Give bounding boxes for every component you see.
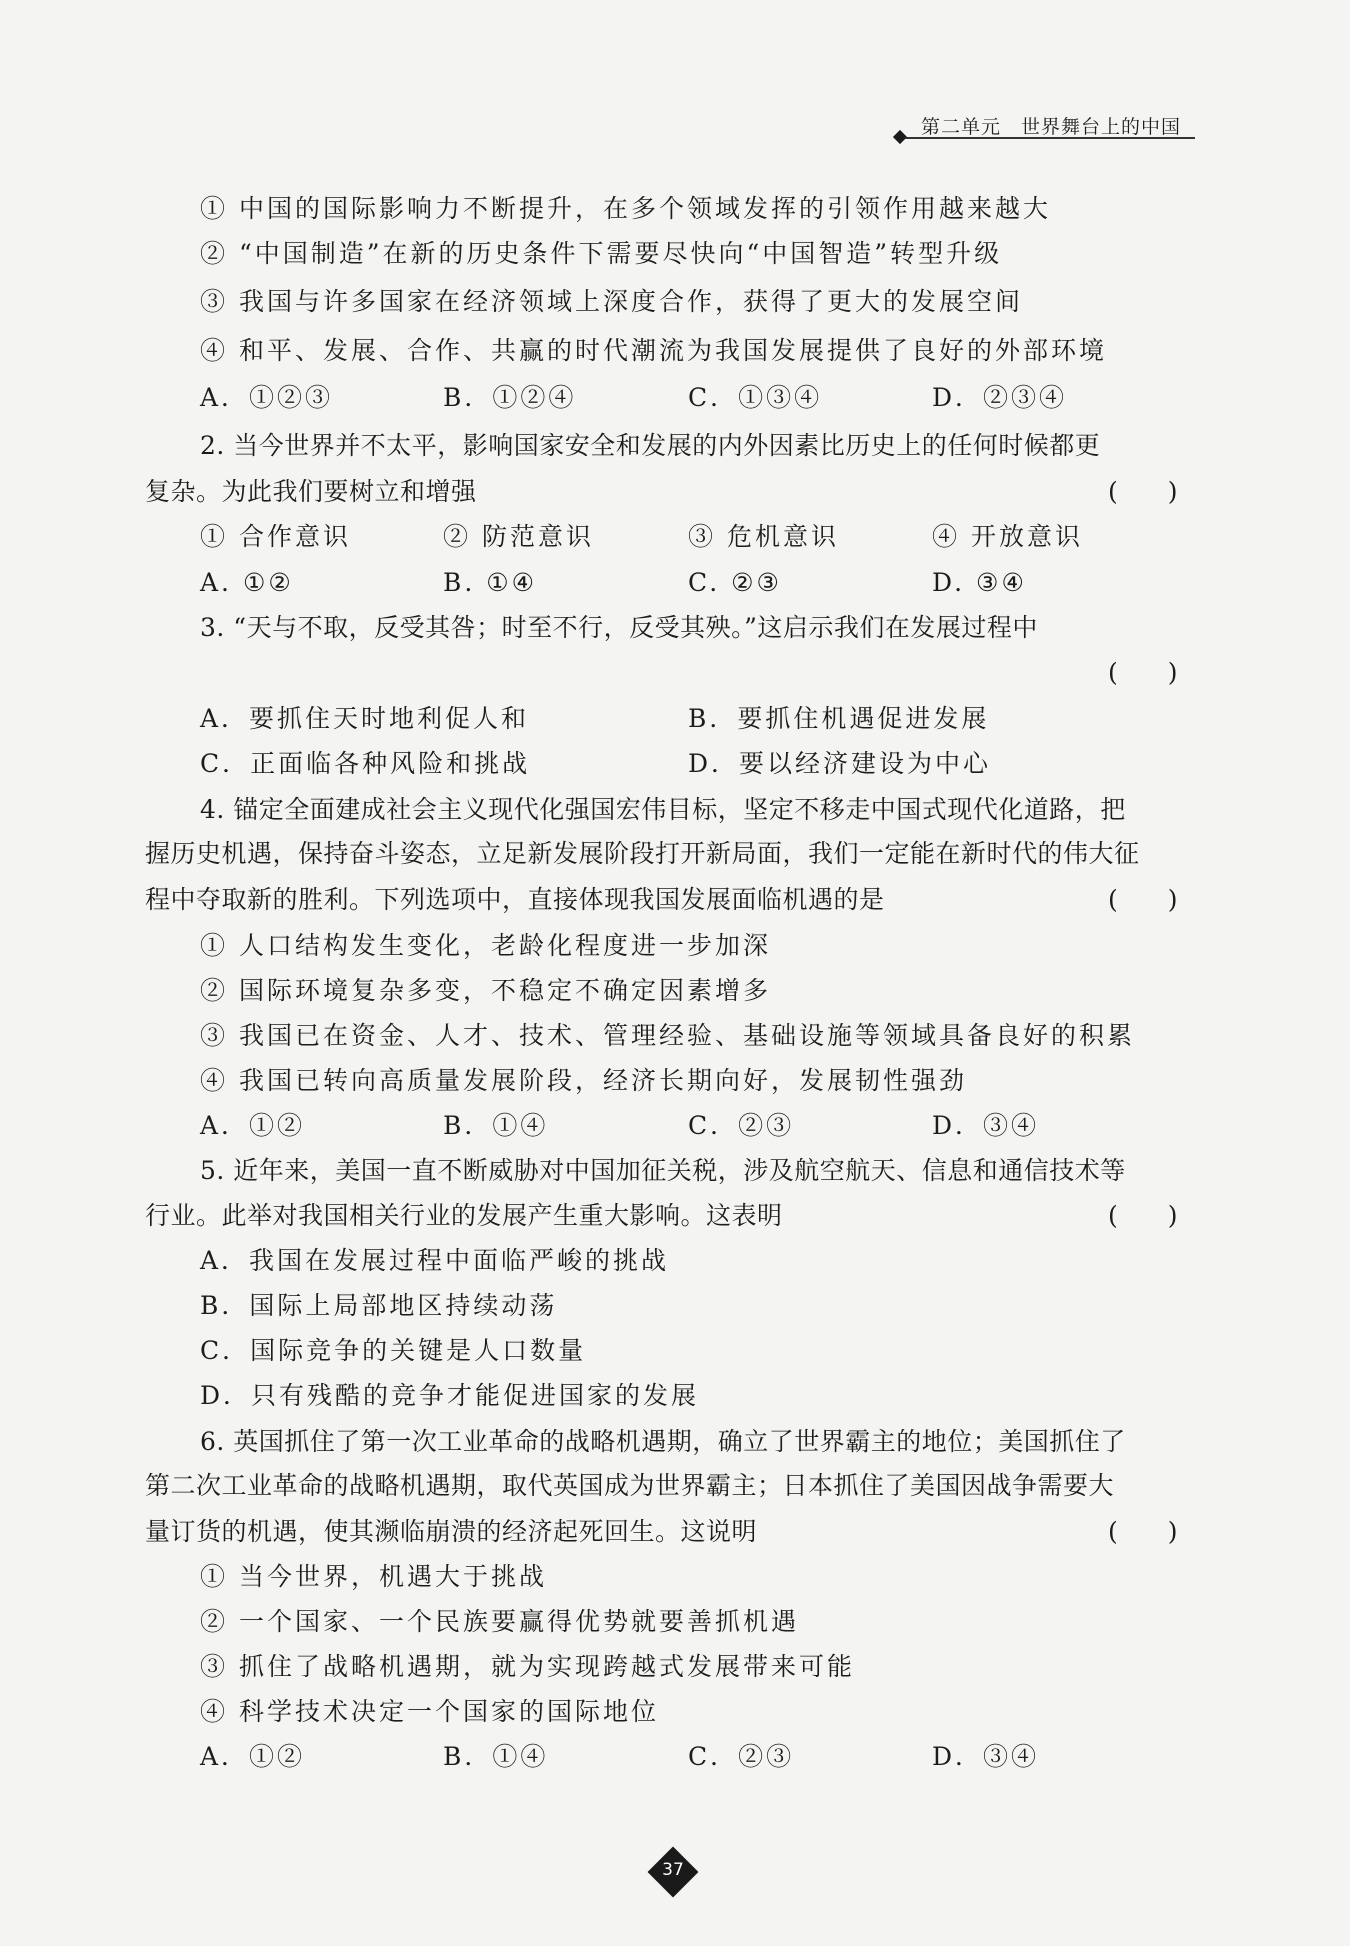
option-line: ② 防范意识 bbox=[443, 522, 594, 551]
option-line: D．③④ bbox=[932, 1111, 1040, 1140]
question-stem-line: 6. 英国抓住了第一次工业革命的战略机遇期，确立了世界霸主的地位；美国抓住了 bbox=[200, 1427, 1126, 1456]
option-line: ③ 我国与许多国家在经济领域上深度合作，获得了更大的发展空间 bbox=[200, 287, 1023, 316]
option-line: D．③④ bbox=[932, 1742, 1040, 1771]
answer-bracket: ( ) bbox=[1108, 885, 1178, 914]
option-line: ② “中国制造”在新的历史条件下需要尽快向“中国智造”转型升级 bbox=[200, 239, 1003, 268]
question-stem-line: 第二次工业革命的战略机遇期，取代英国成为世界霸主；日本抓住了美国因战争需要大 bbox=[145, 1471, 1115, 1500]
question-stem-line: 2. 当今世界并不太平，影响国家安全和发展的内外因素比历史上的任何时候都更 bbox=[200, 431, 1101, 460]
question-stem-line: 握历史机遇，保持奋斗姿态，立足新发展阶段打开新局面，我们一定能在新时代的伟大征 bbox=[145, 839, 1140, 868]
question-stem-line: 5. 近年来，美国一直不断威胁对中国加征关税，涉及航空航天、信息和通信技术等 bbox=[200, 1156, 1126, 1185]
option-line: D．要以经济建设为中心 bbox=[688, 749, 992, 778]
answer-bracket: ( ) bbox=[1108, 1517, 1178, 1546]
option-line: A．要抓住天时地利促人和 bbox=[200, 704, 530, 733]
option-line: A．①② bbox=[200, 1111, 306, 1140]
answer-bracket: ( ) bbox=[1108, 658, 1178, 687]
option-line: C．①③④ bbox=[688, 383, 823, 412]
question-stem-line: 行业。此举对我国相关行业的发展产生重大影响。这表明 bbox=[145, 1201, 783, 1230]
option-line: A. ①② bbox=[200, 568, 294, 597]
option-line: ③ 危机意识 bbox=[688, 522, 839, 551]
option-line: ③ 抓住了战略机遇期，就为实现跨越式发展带来可能 bbox=[200, 1652, 855, 1681]
option-line: B．①④ bbox=[443, 1111, 549, 1140]
option-line: ④ 开放意识 bbox=[932, 522, 1083, 551]
option-line: ② 国际环境复杂多变，不稳定不确定因素增多 bbox=[200, 976, 771, 1005]
option-line: C．②③ bbox=[688, 1742, 795, 1771]
option-line: A．①② bbox=[200, 1742, 306, 1771]
answer-bracket: ( ) bbox=[1108, 1201, 1178, 1230]
option-line: B．①④ bbox=[443, 1742, 549, 1771]
option-line: ① 当今世界，机遇大于挑战 bbox=[200, 1562, 547, 1591]
page-number-badge bbox=[648, 1847, 698, 1897]
question-stem-line: 4. 锚定全面建成社会主义现代化强国宏伟目标，坚定不移走中国式现代化道路，把 bbox=[200, 795, 1126, 824]
option-line: A．①②③ bbox=[200, 383, 334, 412]
option-line: D．只有残酷的竞争才能促进国家的发展 bbox=[200, 1381, 700, 1410]
question-stem-line: 复杂。为此我们要树立和增强 bbox=[145, 477, 477, 506]
question-stem-line: 量订货的机遇，使其濒临崩溃的经济起死回生。这说明 bbox=[145, 1517, 758, 1546]
answer-bracket: ( ) bbox=[1108, 477, 1178, 506]
option-line: C. ②③ bbox=[688, 568, 782, 597]
option-line: C．②③ bbox=[688, 1111, 795, 1140]
running-header bbox=[875, 112, 1195, 152]
question-stem-line: 3. “天与不取，反受其咎；时至不行，反受其殃。”这启示我们在发展过程中 bbox=[200, 613, 1038, 642]
option-line: B．国际上局部地区持续动荡 bbox=[200, 1291, 558, 1320]
option-line: C．正面临各种风险和挑战 bbox=[200, 749, 531, 778]
option-line: ① 中国的国际影响力不断提升，在多个领域发挥的引领作用越来越大 bbox=[200, 194, 1051, 223]
option-line: B．①②④ bbox=[443, 383, 577, 412]
option-line: C．国际竞争的关键是人口数量 bbox=[200, 1336, 587, 1365]
option-line: A．我国在发展过程中面临严峻的挑战 bbox=[200, 1246, 670, 1275]
option-line: B．要抓住机遇促进发展 bbox=[688, 704, 990, 733]
unit-title: 第二单元 世界舞台上的中国 bbox=[921, 116, 1182, 138]
option-line: ③ 我国已在资金、人才、技术、管理经验、基础设施等领域具备良好的积累 bbox=[200, 1021, 1135, 1050]
option-line: ② 一个国家、一个民族要赢得优势就要善抓机遇 bbox=[200, 1607, 799, 1636]
page-number: 37 bbox=[662, 1860, 684, 1880]
option-line: D．②③④ bbox=[932, 383, 1068, 412]
option-line: ① 人口结构发生变化，老龄化程度进一步加深 bbox=[200, 931, 771, 960]
option-line: D. ③④ bbox=[932, 568, 1027, 597]
option-line: ① 合作意识 bbox=[200, 522, 351, 551]
option-line: ④ 科学技术决定一个国家的国际地位 bbox=[200, 1697, 659, 1726]
question-stem-line: 程中夺取新的胜利。下列选项中，直接体现我国发展面临机遇的是 bbox=[145, 885, 885, 914]
option-line: ④ 和平、发展、合作、共赢的时代潮流为我国发展提供了良好的外部环境 bbox=[200, 336, 1107, 365]
option-line: B. ①④ bbox=[443, 568, 538, 597]
option-line: ④ 我国已转向高质量发展阶段，经济长期向好，发展韧性强劲 bbox=[200, 1066, 967, 1095]
